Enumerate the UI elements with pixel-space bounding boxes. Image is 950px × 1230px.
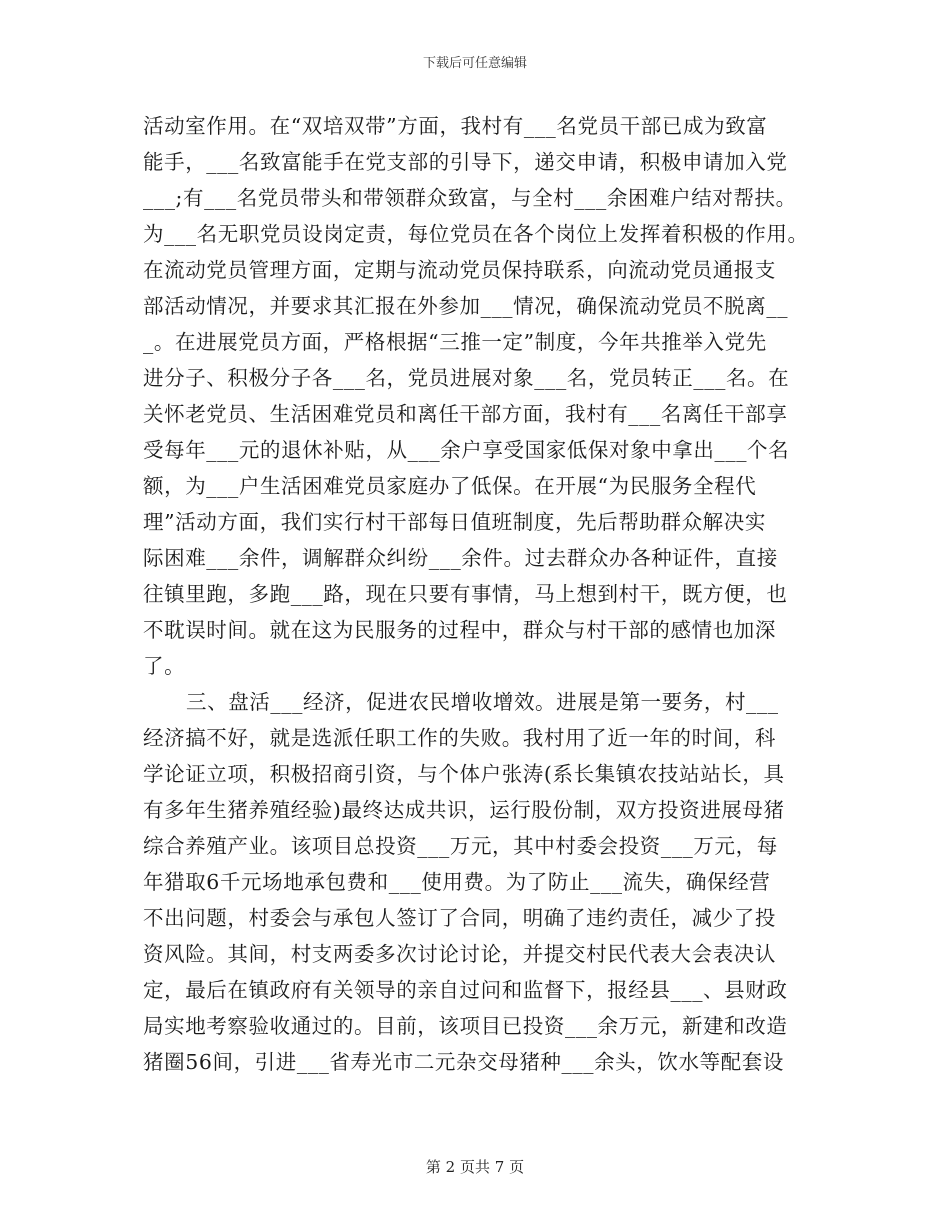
text-line: 综合养殖产业。该项目总投资___万元，其中村委会投资___万元，每	[143, 834, 778, 858]
text-line: 了。	[143, 654, 186, 678]
text-line: 有多年生猪养殖经验)最终达成共识，运行股份制，双方投资进展母猪	[143, 798, 785, 822]
text-line: 额，为___户生活困难党员家庭办了低保。在开展“为民服务全程代	[143, 474, 757, 498]
paragraph-2	[143, 684, 815, 1080]
text-line: 学论证立项，积极招商引资，与个体户张涛(系长集镇农技站站长，具	[143, 762, 785, 786]
paragraph-1	[143, 108, 815, 684]
text-line: 经济搞不好，就是选派任职工作的失败。我村用了近一年的时间，科	[143, 726, 776, 750]
text-line: 资风险。其间，村支两委多次讨论讨论，并提交村民代表大会表决认	[143, 942, 776, 966]
text-line: 局实地考察验收通过的。目前，该项目已投资___余万元，新建和改造	[143, 1014, 788, 1038]
text-line: 活动室作用。在“双培双带”方面，我村有___名党员干部已成为致富	[143, 114, 768, 138]
text-line: ___;有___名党员带头和带领群众致富，与全村___余困难户结对帮扶。	[143, 186, 797, 210]
text-line: 三、盘活___经济，促进农民增收增效。进展是第一要务，村___	[186, 690, 779, 714]
text-line: 不出问题，村委会与承包人签订了合同，明确了违约责任，减少了投	[143, 906, 776, 930]
text-line: 际困难___余件，调解群众纠纷___余件。过去群众办各种证件，直接	[143, 546, 778, 570]
text-line: 进分子、积极分子各___名，党员进展对象___名，党员转正___名。在	[143, 366, 790, 390]
text-line: 往镇里跑，多跑___路，现在只要有事情，马上想到村干，既方便，也	[143, 582, 788, 606]
text-line: 理”活动方面，我们实行村干部每日值班制度，先后帮助群众解决实	[143, 510, 766, 534]
text-line: 能手，___名致富能手在党支部的引导下，递交申请，积极申请加入党	[143, 150, 788, 174]
text-line: 定，最后在镇政府有关领导的亲自过问和监督下，报经县___、县财政	[143, 978, 788, 1002]
page-header: 下载后可任意编辑	[422, 56, 527, 71]
text-line: 猪圈56间，引进___省寿光市二元杂交母猪种___余头，饮水等配套设	[143, 1050, 784, 1074]
text-line: _。在进展党员方面，严格根据“三推一定”制度，今年共推举入党先	[143, 330, 767, 354]
text-line: 部活动情况，并要求其汇报在外参加___情况，确保流动党员不脱离__	[143, 294, 789, 318]
text-line: 年猎取6千元场地承包费和___使用费。为了防止___流失，确保经营	[143, 870, 771, 894]
document-body	[143, 108, 815, 1080]
text-line: 受每年___元的退休补贴，从___余户享受国家低保对象中拿出___个名	[143, 438, 790, 462]
text-line: 不耽误时间。就在这为民服务的过程中，群众与村干部的感情也加深	[143, 618, 776, 642]
text-line: 在流动党员管理方面，定期与流动党员保持联系，向流动党员通报支	[143, 258, 776, 282]
text-line: 关怀老党员、生活困难党员和离任干部方面，我村有___名离任干部享	[143, 402, 788, 426]
page-number: 第 2 页共 7 页	[425, 1158, 525, 1176]
text-line: 为___名无职党员设岗定责，每位党员在各个岗位上发挥着积极的作用。	[143, 222, 809, 246]
